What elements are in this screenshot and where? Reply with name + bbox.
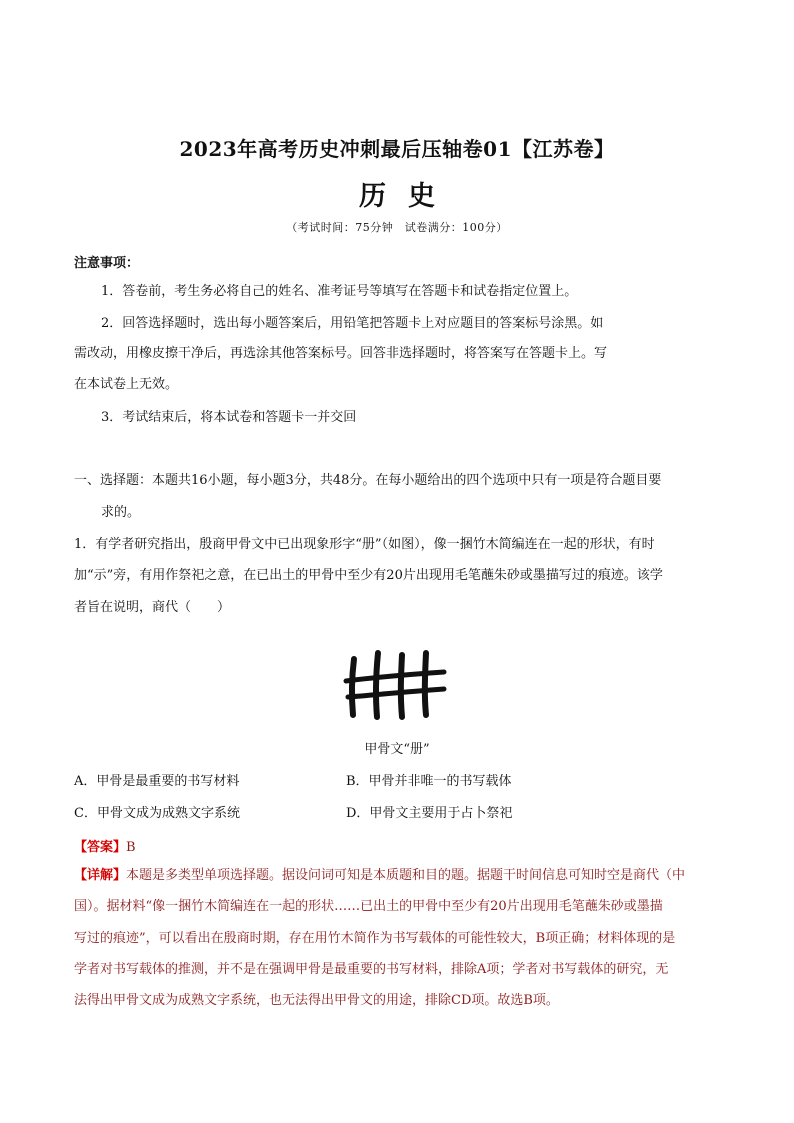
notice-heading: 注意事项：	[74, 256, 140, 271]
figure-caption: 甲骨文“册”	[364, 742, 430, 757]
answer-value: B	[126, 840, 136, 855]
notice-line: 1．答卷前，考生务必将自己的姓名、准考证号等填写在答题卡和试卷指定位置上。	[101, 284, 578, 299]
section-heading-cont: 求的。	[101, 505, 141, 520]
section-heading: 一、选择题：本题共16小题，每小题3分，共48分。在每小题给出的四个选项中只有一项是符合题目要	[74, 473, 662, 488]
detail-line	[74, 867, 685, 885]
notice-line: 在本试卷上无效。	[74, 377, 179, 392]
notice-line: 需改动，用橡皮擦干净后，再选涂其他答案标号。回答非选择题时，将答案写在答题卡上。写	[74, 346, 608, 361]
detail-line: 写过的痕迹”，可以看出在殷商时期，存在用竹木简作为书写载体的可能性较大，B项正确；材料体现的是	[74, 931, 676, 946]
option-b: B．甲骨并非唯一的书写载体	[346, 774, 512, 789]
option-a: A．甲骨是最重要的书写材料	[74, 774, 240, 789]
oracle-bone-ce-character-image	[340, 645, 452, 725]
option-c: C．甲骨文成为成熟文字系统	[74, 806, 240, 821]
notice-line: 3．考试结束后，将本试卷和答题卡一并交回	[101, 410, 357, 425]
option-d: D．甲骨文主要用于占卜祭祀	[346, 806, 513, 821]
question-stem: 1．有学者研究指出，殷商甲骨文中已出现象形字“册”（如图），像一捆竹木简编连在一起的形状，有时	[74, 537, 655, 552]
answer-line	[74, 836, 136, 855]
detail-line: 学者对书写载体的推测，并不是在强调甲骨是最重要的书写材料，排除A项；学者对书写载体的研究，无	[74, 962, 669, 977]
question-stem: 者旨在说明，商代（ ）	[74, 600, 231, 615]
detail-text: 本题是多类型单项选择题。据设问词可知是本质题和目的题。据题干时间信息可知时空是商代（中	[126, 868, 686, 883]
detail-tag: 【详解】	[74, 868, 127, 883]
answer-tag: 【答案】	[74, 840, 127, 855]
subject-heading: 历史	[359, 181, 457, 212]
detail-line: 法得出甲骨文成为成熟文字系统，也无法得出甲骨文的用途，排除CD项。故选B项。	[74, 993, 559, 1008]
detail-line: 国）。据材料“像一捆竹木简编连在一起的形状……已出土的甲骨中至少有20片出现用毛笔蘸朱砂或墨描	[74, 899, 663, 914]
question-stem: 加“示”旁，有用作祭祀之意，在已出土的甲骨中至少有20片出现用毛笔蘸朱砂或墨描写过的痕迹。该学	[74, 568, 663, 583]
notice-line: 2．回答选择题时，选出每小题答案后，用铅笔把答题卡上对应题目的答案标号涂黑。如	[101, 316, 604, 331]
exam-info: （考试时间：75分钟 试卷满分：100分）	[286, 221, 508, 234]
page-title: 2023年高考历史冲刺最后压轴卷01【江苏卷】	[179, 137, 615, 161]
